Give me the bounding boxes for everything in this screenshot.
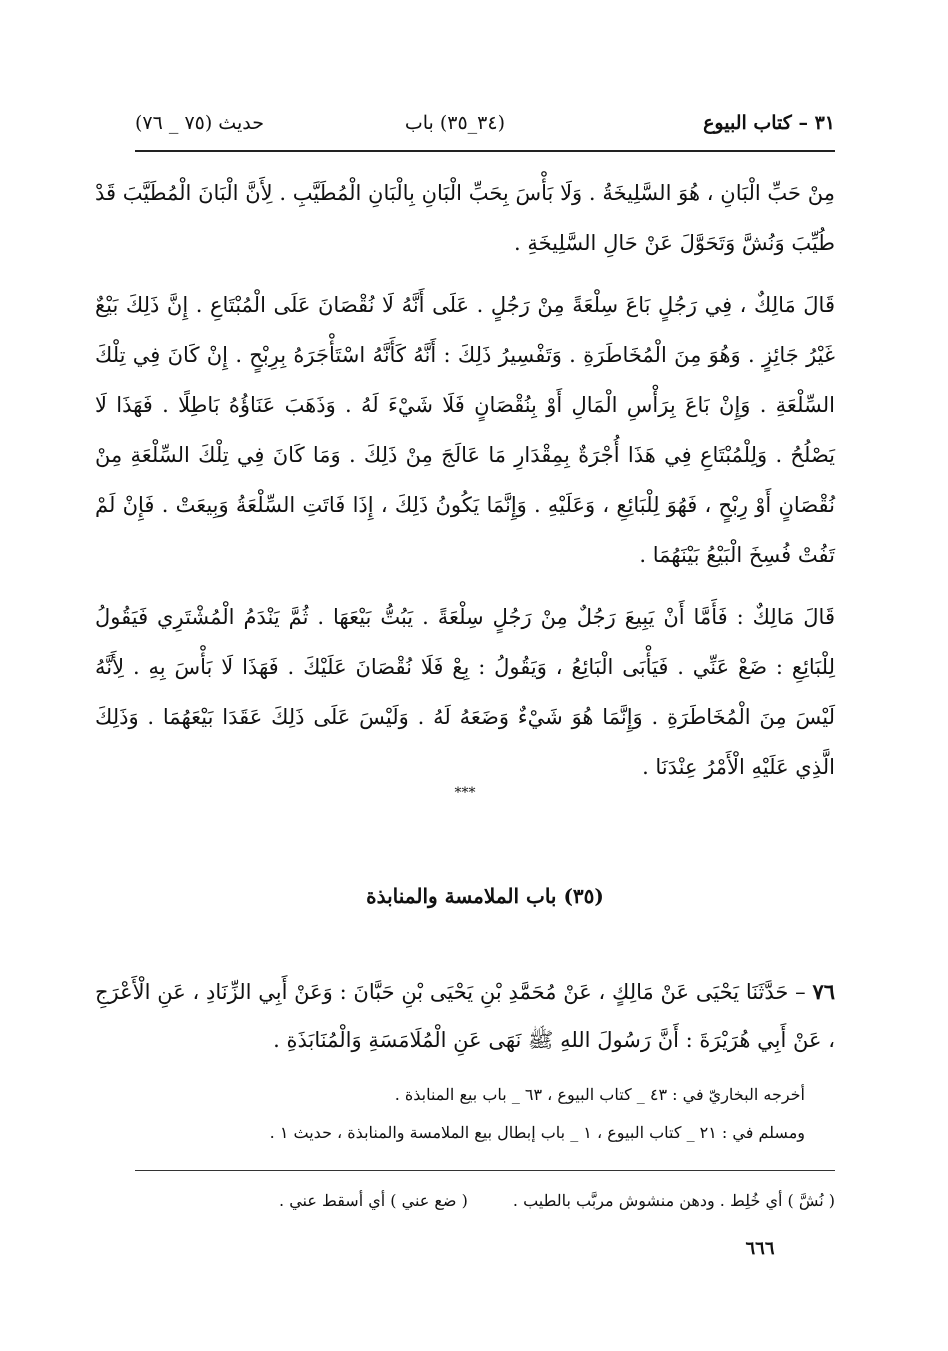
paragraph: قَالَ مَالِكٌ : فَأَمَّا أَنْ يَبِيعَ رَجُلٌ مِنْ رَجُلٍ سِلْعَةً . يَبُتُّ بَيْعَهَا . ثُمَّ يَنْدَمُ الْمُشْتَرِي فَيَقُولُ لِلْبَائِعِ : ضَعْ عَنِّي . فَيَأْبَى الْبَائِعُ ، وَيَقُولُ : بِعْ فَلَا نُقْصَانَ عَلَيْكَ . فَهَذَا لَا بَأْسَ بِهِ . لِأَنَّهُ لَيْسَ مِنَ الْمُخَاطَرَةِ . وَإِنَّمَا هُوَ شَيْءٌ وَضَعَهُ لَهُ . وَلَيْسَ عَلَى ذَلِكَ عَقَدَا بَيْعَهُمَا . وَذَلِكَ الَّذِي عَلَيْهِ الْأَمْرُ عِنْدَنَا . — [95, 605, 835, 779]
running-header-chapter: (٣٤_٣٥) باب — [404, 112, 505, 134]
takhrij-block — [135, 1076, 835, 1152]
hadith-block — [95, 968, 835, 1064]
footnote: ( ضع عني ) أي أسقط عني . — [279, 1191, 468, 1210]
footnote-divider — [135, 1170, 835, 1171]
paragraph: قَالَ مَالِكٌ ، فِي رَجُلٍ بَاعَ سِلْعَةً مِنْ رَجُلٍ . عَلَى أَنَّهُ لَا نُقْصَانَ عَلَى الْمُبْتَاعِ . إِنَّ ذَلِكَ بَيْعٌ غَيْرُ جَائِزٍ . وَهُوَ مِنَ الْمُخَاطَرَةِ . وَتَفْسِيرُ ذَلِكَ : أَنَّهُ كَأَنَّهُ اسْتَأْجَرَهُ بِرِبْحٍ . إِنْ كَانَ فِي تِلْكَ السِّلْعَةِ . وَإِنْ بَاعَ بِرَأْسِ الْمَالِ أَوْ بِنُقْصَانٍ فَلَا شَيْءَ لَهُ . وَذَهَبَ عَنَاؤُهُ بَاطِلًا . فَهَذَا لَا يَصْلُحُ . وَلِلْمُبْتَاعِ فِي هَذَا أُجْرَةٌ بِمِقْدَارِ مَا عَالَجَ مِنْ ذَلِكَ . وَمَا كَانَ فِي تِلْكَ السِّلْعَةِ مِنْ نُقْصَانٍ أَوْ رِبْحٍ ، فَهُوَ لِلْبَائِعِ ، وَعَلَيْهِ . وَإِنَّمَا يَكُونُ ذَلِكَ ، إِذَا فَاتَتِ السِّلْعَةُ وَبِيعَتْ . فَإِنْ لَمْ تَفُتْ فُسِخَ الْبَيْعُ بَيْنَهُمَا . — [95, 293, 835, 567]
running-header-hadith-range: حديث (٧٥ _ ٧٦) — [135, 112, 264, 134]
header-divider — [135, 150, 835, 152]
footnotes — [135, 1186, 835, 1216]
paragraph: مِنْ حَبِّ الْبَانِ ، هُوَ السَّلِيخَةُ . وَلَا بَأْسَ بِحَبِّ الْبَانِ بِالْبَانِ الْمُطَيَّبِ . لِأَنَّ الْبَانَ الْمُطَيَّبَ قَدْ طُيِّبَ وَنُشَّ وَتَحَوَّلَ عَنْ حَالِ السَّلِيخَةِ . — [95, 181, 835, 255]
section-ornament: *** — [454, 785, 476, 801]
takhrij-line: أخرجه البخاريّ في : ٤٣ _ كتاب البيوع ، ٦٣ _ باب بيع المنابذة . — [394, 1085, 805, 1104]
footnote: ( نُشَّ ) أي خُلِط . ودهن منشوش مربَّب بالطيب . — [512, 1191, 835, 1210]
takhrij-line: ومسلم في : ٢١ _ كتاب البيوع ، ١ _ باب إبطال بيع الملامسة والمنابذة ، حديث ١ . — [269, 1123, 805, 1142]
chapter-heading: (٣٥) باب الملامسة والمنابذة — [366, 884, 604, 908]
page-number: ٦٦٦ — [745, 1238, 775, 1259]
running-header-book: ٣١ – كتاب البيوع — [703, 112, 835, 134]
main-text-block — [95, 168, 835, 792]
running-header — [135, 112, 835, 146]
hadith-number: ٧٦ — [812, 979, 835, 1004]
hadith-text: – حَدَّثَنَا يَحْيَى عَنْ مَالِكٍ ، عَنْ مُحَمَّدِ بْنِ يَحْيَى بْنِ حَبَّانَ : وَعَنْ أَبِي الزِّنَادِ ، عَنِ الْأَعْرَجِ ، عَنْ أَبِي هُرَيْرَةَ : أَنَّ رَسُولَ اللهِ ﷺ نَهَى عَنِ الْمُلَامَسَةِ وَالْمُنَابَذَةِ . — [95, 980, 835, 1052]
